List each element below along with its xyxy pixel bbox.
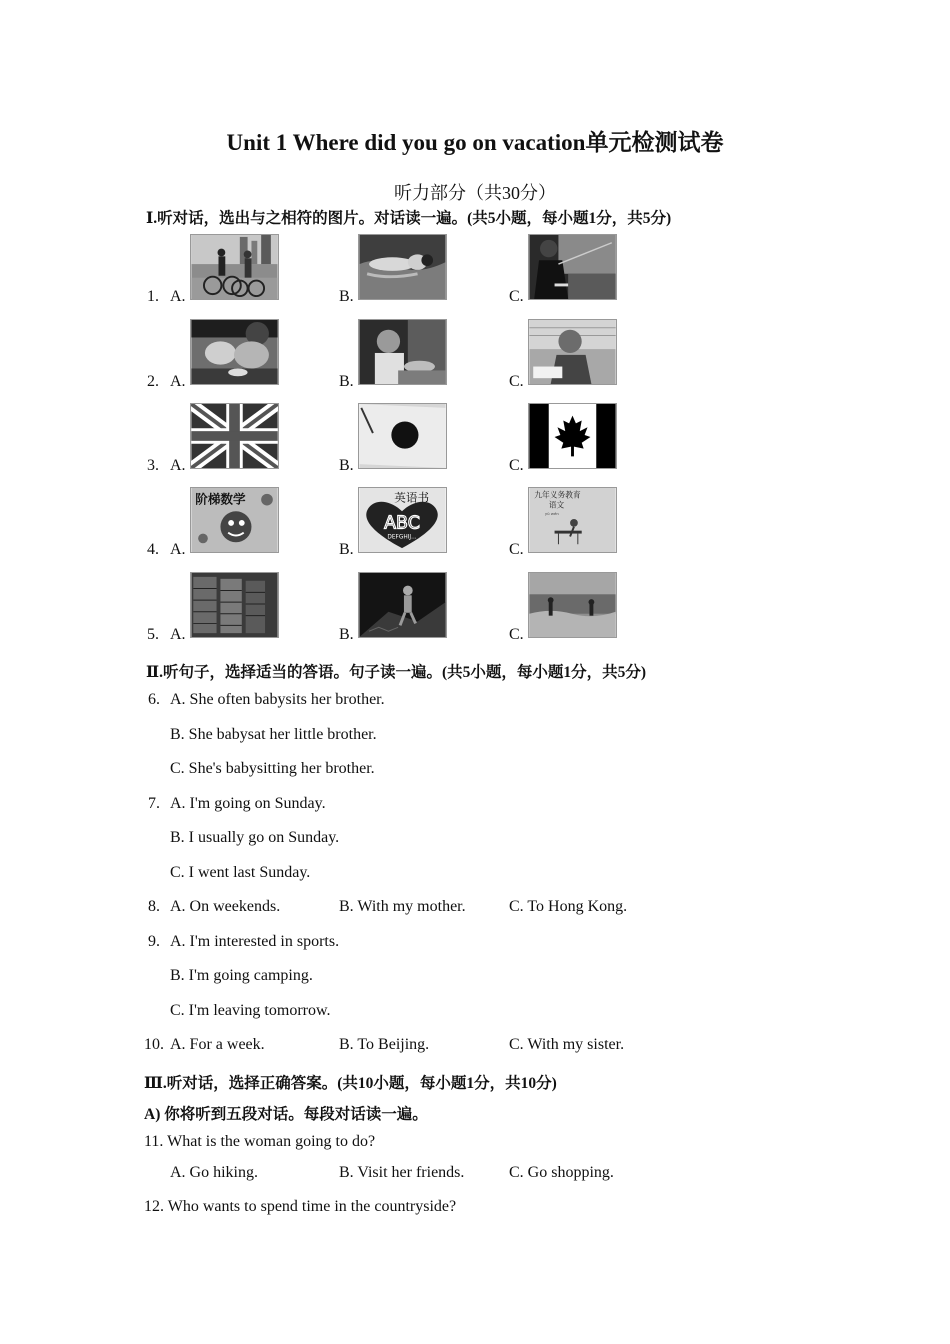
row1-number: 1. [147,288,159,305]
row5-label-b: B. [339,626,354,643]
row1-label-c: C. [509,288,524,305]
q9-number: 9. [148,933,160,950]
q10-option-a: A. For a week. [170,1036,265,1053]
row3-number: 3. [147,457,159,474]
chinese-book-line1: 九年义务教育 [534,490,581,500]
canada-flag [528,403,617,469]
q9-option-c: C. I'm leaving tomorrow. [170,1002,331,1019]
math-book-title: 阶梯数学 [195,491,246,507]
japan-flag [358,403,447,469]
swimming-photo [358,234,447,300]
q8-option-b: B. With my mother. [339,898,466,915]
fishing-photo [528,234,617,300]
row1-label-a: A. [170,288,186,305]
q10-number: 10. [144,1036,164,1053]
section3-heading: Ⅲ.听对话，选择正确答案。(共10小题，每小题1分，共10分) [144,1075,557,1092]
q8-option-c: C. To Hong Kong. [509,898,628,915]
english-book-title: 英语书 [394,490,430,505]
reading-photo [528,319,617,385]
q8-option-a: A. On weekends. [170,898,281,915]
q6-option-a: A. She often babysits her brother. [170,691,385,708]
row2-label-b: B. [339,373,354,390]
section1-heading: Ⅰ.听对话，选出与之相符的图片。对话读一遍。(共5小题，每小题1分，共5分) [146,210,672,227]
row4-number: 4. [147,541,159,558]
cycling-photo [190,234,279,300]
math-book [190,487,279,553]
q7-option-a: A. I'm going on Sunday. [170,795,326,812]
page-subtitle: 听力部分（共30分） [394,183,556,203]
beach-photo [528,572,617,638]
q12-question: 12. Who wants to spend time in the countryside? [144,1198,457,1215]
q7-option-c: C. I went last Sunday. [170,864,311,881]
uk-flag [190,403,279,469]
section3-subheading: A) 你将听到五段对话。每段对话读一遍。 [144,1106,428,1123]
q11-question: 11. What is the woman going to do? [144,1133,376,1150]
library-photo [190,572,279,638]
q11-option-a: A. Go hiking. [170,1164,258,1181]
row3-label-a: A. [170,457,186,474]
q6-option-b: B. She babysat her little brother. [170,726,377,743]
q11-option-c: C. Go shopping. [509,1164,614,1181]
q10-option-b: B. To Beijing. [339,1036,430,1053]
hiking-photo [358,572,447,638]
row4-label-a: A. [170,541,186,558]
row2-number: 2. [147,373,159,390]
q11-option-b: B. Visit her friends. [339,1164,465,1181]
chinese-book [528,487,617,553]
row2-label-c: C. [509,373,524,390]
section2-heading: Ⅱ.听句子，选择适当的答语。句子读一遍。(共5小题，每小题1分，共5分) [146,664,647,681]
row3-label-b: B. [339,457,354,474]
english-book-sub: DEFGHIJ... [387,534,417,541]
chinese-book-line2: 语文 [548,500,565,510]
q9-option-a: A. I'm interested in sports. [170,933,340,950]
q6-option-c: C. She's babysitting her brother. [170,760,375,777]
q8-number: 8. [148,898,160,915]
q6-number: 6. [148,691,160,708]
q9-option-b: B. I'm going camping. [170,967,313,984]
row4-label-b: B. [339,541,354,558]
dishwashing-photo [358,319,447,385]
row5-label-a: A. [170,626,186,643]
row1-label-b: B. [339,288,354,305]
english-book-letters: ABC [384,513,420,534]
q7-option-b: B. I usually go on Sunday. [170,829,340,846]
row4-label-c: C. [509,541,524,558]
chinese-book-line3: yǔ wén [544,511,559,517]
q10-option-c: C. With my sister. [509,1036,625,1053]
page-title: Unit 1 Where did you go on vacation单元检测试卷 [226,130,724,155]
english-book [358,487,447,553]
babysitting-photo [190,319,279,385]
q7-number: 7. [148,795,160,812]
row5-label-c: C. [509,626,524,643]
row3-label-c: C. [509,457,524,474]
row2-label-a: A. [170,373,186,390]
row5-number: 5. [147,626,159,643]
